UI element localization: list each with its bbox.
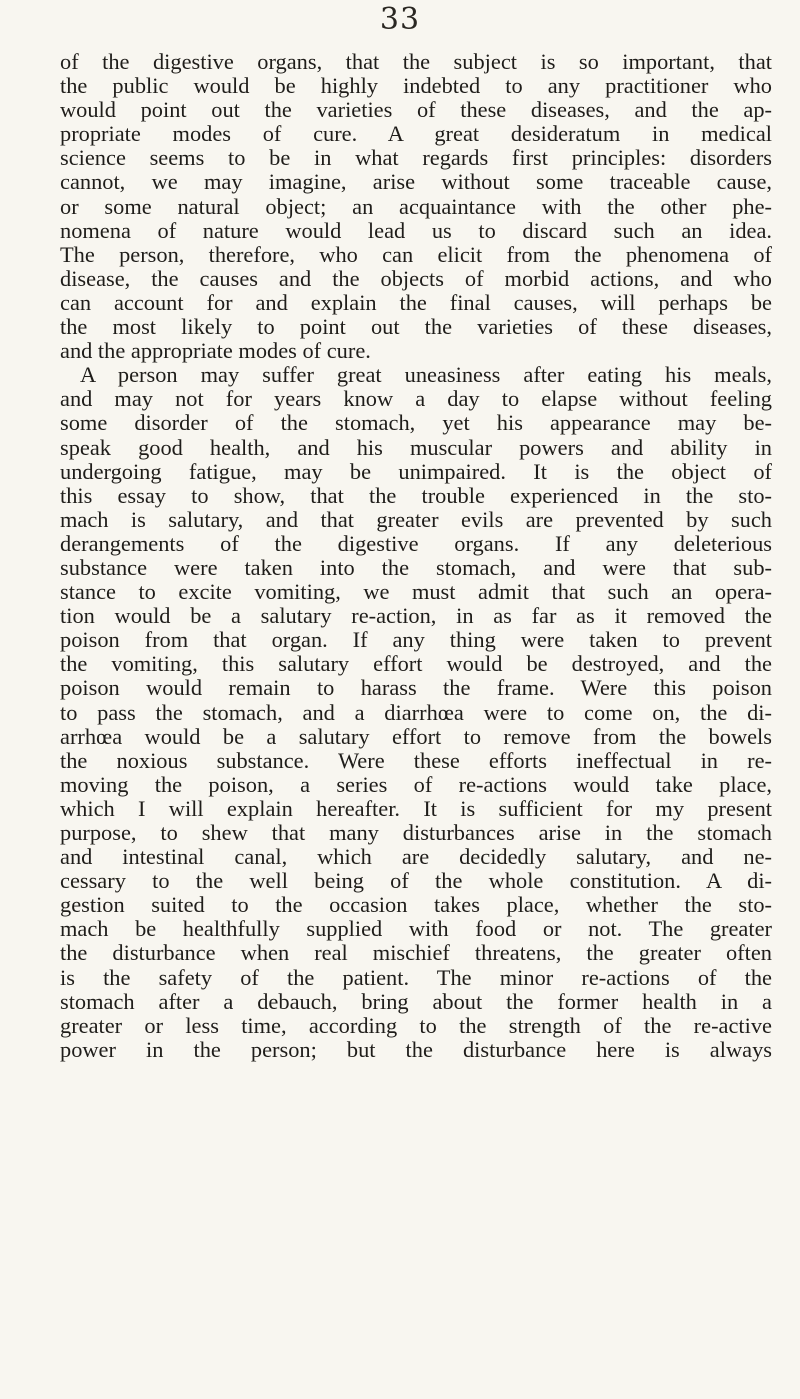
text-line: nomena of nature would lead us to discard such an idea. bbox=[60, 218, 772, 243]
text-line: science seems to be in what regards first principles: disorders bbox=[60, 146, 772, 171]
text-line: mach be healthfully supplied with food or not. The greater bbox=[60, 917, 772, 942]
text-line: greater or less time, according to the strength of the re-active bbox=[60, 1013, 772, 1038]
text-line: and the appropriate modes of cure. bbox=[60, 339, 371, 364]
text-line: of the digestive organs, that the subject is so important, that bbox=[60, 50, 772, 74]
text-line: or some natural object; an acquaintance with the other phe- bbox=[60, 194, 772, 219]
text-line: mach is salutary, and that greater evils are prevented by such bbox=[60, 507, 772, 532]
text-line: poison from that organ. If any thing were taken to prevent bbox=[60, 628, 772, 653]
text-line: can account for and explain the final causes, will perhaps be bbox=[60, 290, 772, 315]
text-line: stomach after a debauch, bring about the former health in a bbox=[60, 989, 772, 1014]
text-line: speak good health, and his muscular powers and ability in bbox=[60, 435, 772, 460]
text-line: and intestinal canal, which are decidedly salutary, and ne- bbox=[60, 845, 772, 870]
text-line: cannot, we may imagine, arise without some traceable cause, bbox=[60, 170, 772, 195]
text-line: the vomiting, this salutary effort would be destroyed, and the bbox=[60, 652, 772, 677]
text-line: the noxious substance. Were these efforts ineffectual in re- bbox=[60, 748, 772, 773]
text-line: substance were taken into the stomach, and were that sub- bbox=[60, 555, 772, 580]
text-line: poison would remain to harass the frame. Were this poison bbox=[60, 676, 772, 701]
text-line: undergoing fatigue, may be unimpaired. It is the object of bbox=[60, 459, 772, 484]
text-line: this essay to show, that the trouble experienced in the sto- bbox=[60, 483, 772, 508]
text-line: power in the person; but the disturbance here is always bbox=[60, 1037, 772, 1062]
text-line: The person, therefore, who can elicit from the phenomena of bbox=[60, 242, 772, 267]
text-line: some disorder of the stomach, yet his appearance may be- bbox=[60, 411, 772, 436]
text-line: to pass the stomach, and a diarrhœa were to come on, the di- bbox=[60, 700, 772, 725]
text-line: disease, the causes and the objects of morbid actions, and who bbox=[60, 266, 772, 291]
text-line: arrhœa would be a salutary effort to remove from the bowels bbox=[60, 724, 772, 749]
text-line: is the safety of the patient. The minor re-actions of the bbox=[60, 965, 772, 990]
text-line: A person may suffer great uneasiness after eating his meals, bbox=[80, 363, 772, 388]
text-line: the most likely to point out the varieties of these diseases, bbox=[60, 315, 772, 340]
text-line: propriate modes of cure. A great desideratum in medical bbox=[60, 122, 772, 147]
text-line: the disturbance when real mischief threatens, the greater often bbox=[60, 941, 772, 966]
body-text bbox=[60, 50, 772, 1062]
text-line: tion would be a salutary re-action, in as far as it removed the bbox=[60, 604, 772, 629]
text-line: cessary to the well being of the whole constitution. A di- bbox=[60, 869, 772, 894]
page-number: 33 bbox=[379, 2, 421, 37]
text-line: gestion suited to the occasion takes place, whether the sto- bbox=[60, 893, 772, 918]
text-line: which I will explain hereafter. It is sufficient for my present bbox=[60, 796, 772, 821]
text-line: derangements of the digestive organs. If any deleterious bbox=[60, 531, 772, 556]
text-line: purpose, to shew that many disturbances arise in the stomach bbox=[60, 821, 772, 845]
text-line: moving the poison, a series of re-actions would take place, bbox=[60, 772, 772, 797]
text-line: and may not for years know a day to elapse without feeling bbox=[60, 387, 772, 412]
text-line: stance to excite vomiting, we must admit that such an opera- bbox=[60, 580, 772, 605]
text-line: the public would be highly indebted to any practitioner who bbox=[60, 74, 772, 99]
text-line: would point out the varieties of these diseases, and the ap- bbox=[60, 98, 772, 123]
